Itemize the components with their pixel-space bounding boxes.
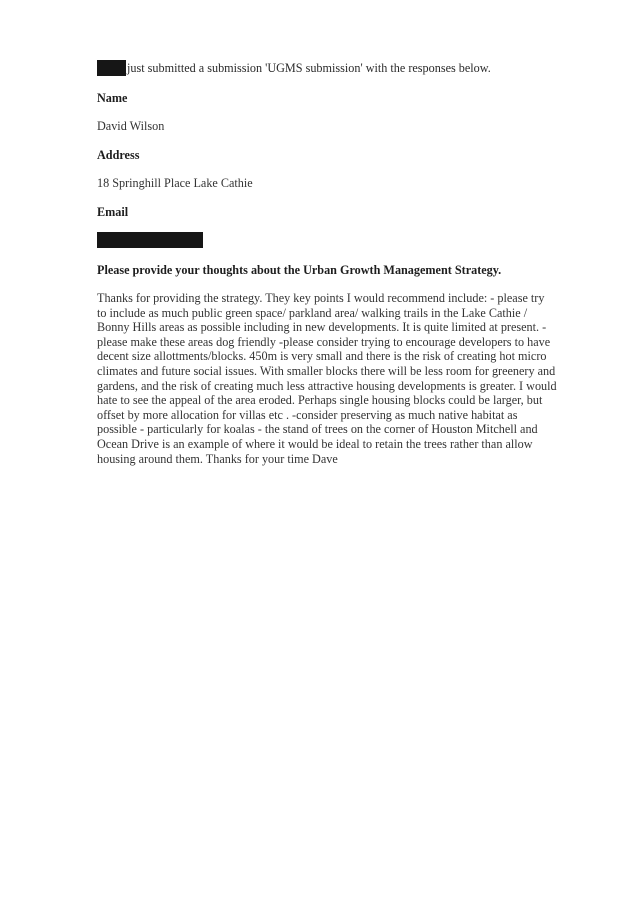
response-line: to include as much public green space/ parkland area/ walking trails in the Lake Cathie / — [97, 305, 528, 320]
email-label: Email — [97, 205, 129, 219]
response-line: housing around them. Thanks for your time Dave — [97, 451, 338, 466]
redacted-email — [97, 232, 203, 248]
address-label: Address — [97, 148, 140, 162]
response-line: possible - particularly for koalas - the stand of trees on the corner of Houston Mitchell and — [97, 422, 538, 437]
response-line: hate to see the appeal of the area eroded. Perhaps single housing blocks could be larger, but — [97, 393, 543, 408]
intro-line — [97, 60, 491, 76]
address-value: 18 Springhill Place Lake Cathie — [97, 176, 253, 190]
response-paragraph — [97, 291, 557, 466]
response-line: Thanks for providing the strategy. They key points I would recommend include: - please try — [97, 291, 545, 305]
question-label: Please provide your thoughts about the Urban Growth Management Strategy. — [97, 263, 502, 277]
response-line: Ocean Drive is an example of where it would be ideal to retain the trees rather than allow — [97, 436, 533, 451]
email-value — [97, 232, 203, 248]
response-line: offset by more allocation for villas etc . -consider preserving as much native habitat as — [97, 407, 518, 422]
name-label: Name — [97, 91, 128, 105]
response-line: decent size allottments/blocks. 450m is very small and there is the risk of creating hot micro — [97, 349, 547, 364]
response-line: please make these areas dog friendly -please consider trying to encourage developers to have — [97, 334, 551, 349]
redacted-submitter-name — [97, 60, 126, 76]
intro-text: just submitted a submission 'UGMS submission' with the responses below. — [127, 60, 491, 75]
name-value: David Wilson — [97, 119, 165, 133]
response-line: climates and future social issues. With smaller blocks there will be less room for greenery and — [97, 363, 556, 378]
response-line: Bonny Hills areas as possible including in new developments. It is quite limited at present. - — [97, 320, 547, 335]
response-line: gardens, and the risk of creating much less attractive housing developments is greater. I would — [97, 378, 557, 393]
